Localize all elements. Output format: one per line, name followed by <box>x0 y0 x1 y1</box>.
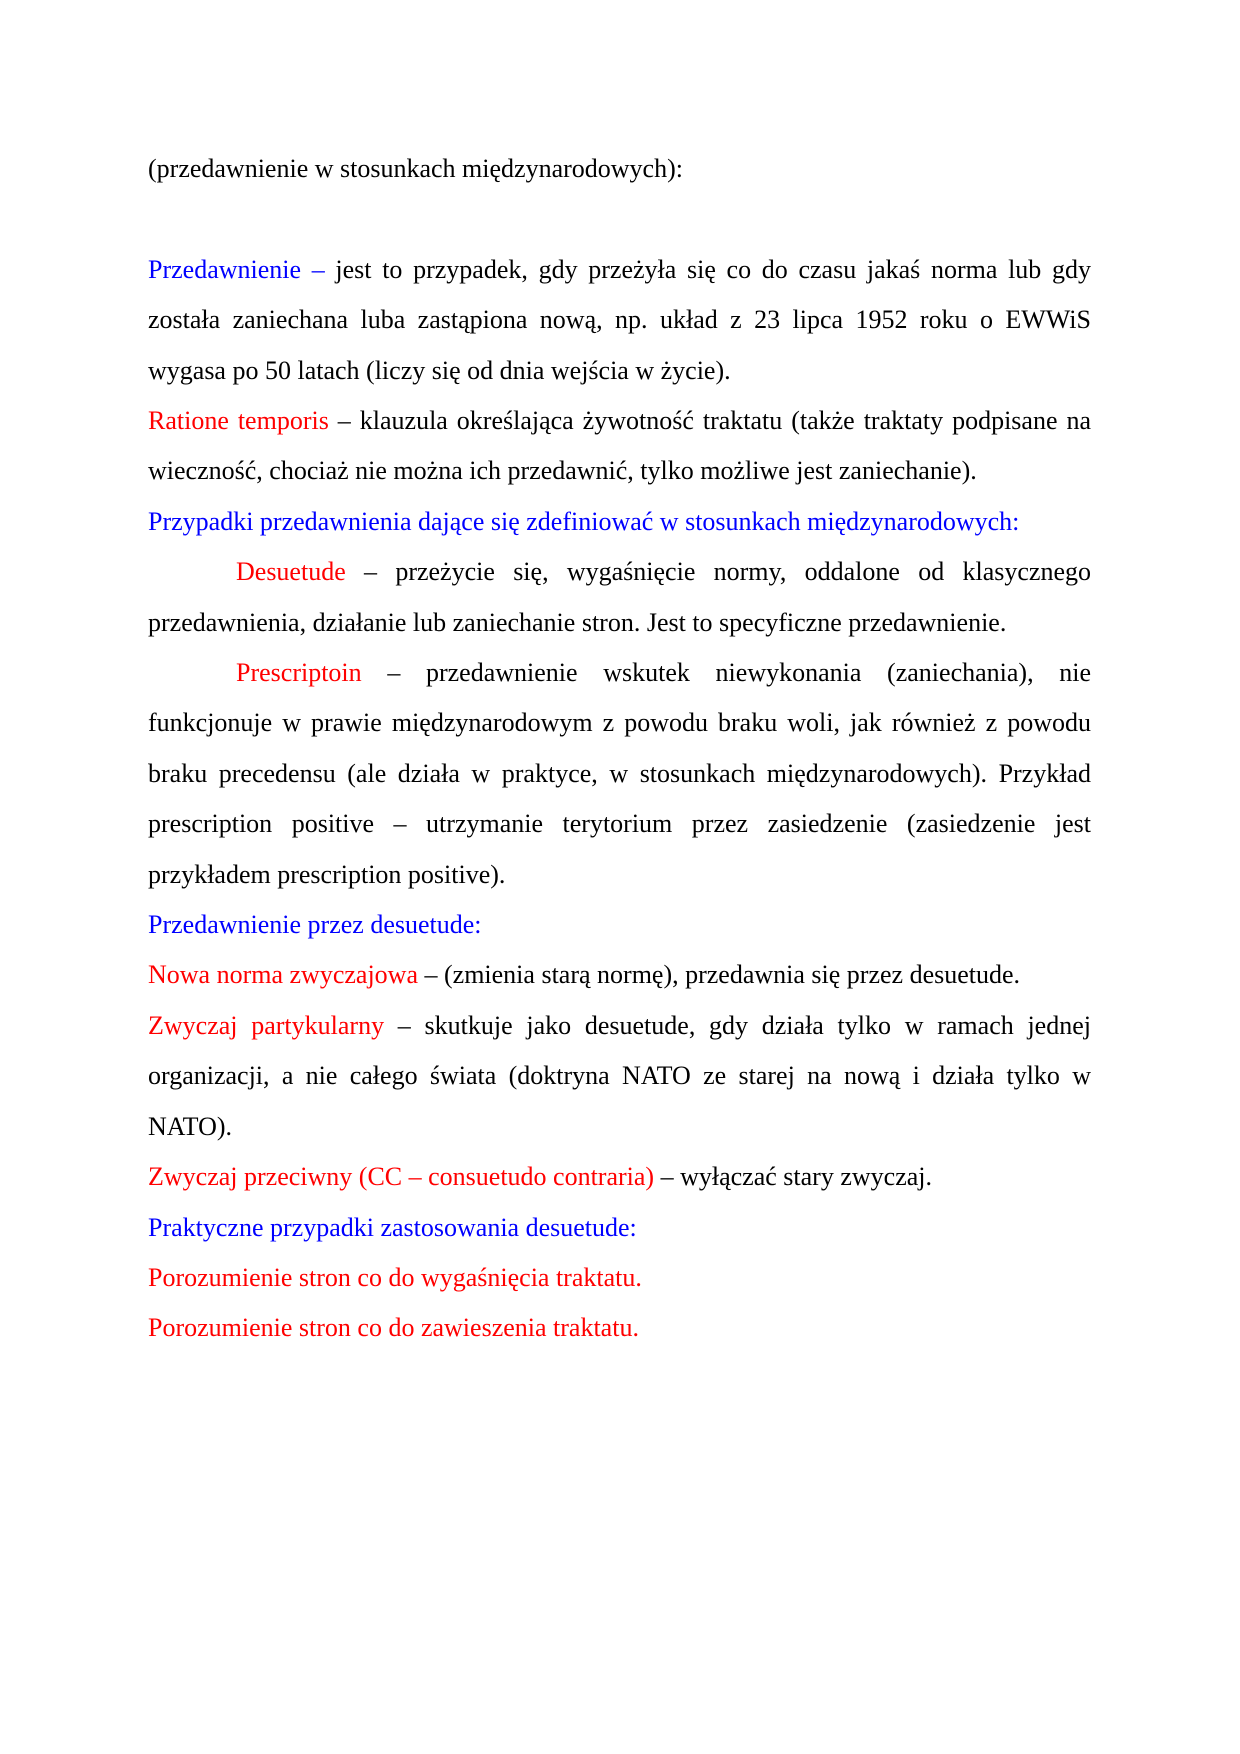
paragraph-zwyczaj-partykularny <box>148 1001 1091 1152</box>
definition-zwyczaj-przeciwny: – wyłączać stary zwyczaj. <box>654 1162 932 1192</box>
paragraph-zawieszenie <box>148 1303 1091 1353</box>
definition-przedawnienie: jest to przypadek, gdy przeżyła się co do czasu jakaś norma lub gdy została zaniechana luba zastąpiona nową, np. układ z 23 lipca 1952 roku o EWWiS wygasa po 50 latach (liczy się od dnia wejścia w życie). <box>148 254 1091 385</box>
term-ratione-temporis: Ratione temporis <box>148 406 329 436</box>
intro-paragraph <box>148 144 1091 194</box>
item-zawieszenie-traktatu: Porozumienie stron co do zawieszenia traktatu. <box>148 1313 639 1343</box>
paragraph-praktyczne-heading <box>148 1203 1091 1253</box>
term-zwyczaj-partykularny: Zwyczaj partykularny <box>148 1010 385 1040</box>
item-wygasniecie-traktatu: Porozumienie stron co do wygaśnięcia traktatu. <box>148 1262 642 1292</box>
document-page <box>148 144 1091 1354</box>
definition-zwyczaj-partykularny: – skutkuje jako desuetude, gdy działa tylko w ramach jednej organizacji, a nie całego świata (doktryna NATO ze starej na nową i działa tylko w NATO). <box>148 1010 1091 1141</box>
paragraph-wygasniecie <box>148 1253 1091 1303</box>
definition-desuetude: – przeżycie się, wygaśnięcie normy, oddalone od klasycznego przedawnienia, działanie lub zaniechanie stron. Jest to specyficzne przedawnienie. <box>148 557 1091 637</box>
term-desuetude: Desuetude <box>236 557 346 587</box>
paragraph-nowa-norma <box>148 950 1091 1000</box>
heading-przedawnienie-przez-desuetude: Przedawnienie przez desuetude: <box>148 910 482 940</box>
blank-line <box>148 194 1091 244</box>
heading-przypadki-przedawnienia: Przypadki przedawnienia dające się zdefiniować w stosunkach międzynarodowych: <box>148 506 1020 536</box>
term-przedawnienie: Przedawnienie – <box>148 254 325 284</box>
term-zwyczaj-przeciwny: Zwyczaj przeciwny (CC – consuetudo contraria) <box>148 1162 655 1192</box>
term-nowa-norma-zwyczajowa: Nowa norma zwyczajowa <box>148 960 418 990</box>
paragraph-desuetude <box>148 547 1091 648</box>
paragraph-desuetude-heading <box>148 900 1091 950</box>
paragraph-zwyczaj-przeciwny <box>148 1152 1091 1202</box>
paragraph-ratione-temporis <box>148 396 1091 497</box>
intro-text: (przedawnienie w stosunkach międzynarodowych): <box>148 154 683 183</box>
definition-prescriptoin: – przedawnienie wskutek niewykonania (zaniechania), nie funkcjonuje w prawie międzynarodowym z powodu braku woli, jak również z powodu braku precedensu (ale działa w praktyce, w stosunkach międzynarodowych). Przykład prescription positive – utrzymanie terytorium przez zasiedzenie (zasiedzenie jest przykładem prescription positive). <box>148 658 1091 889</box>
heading-praktyczne-przypadki: Praktyczne przypadki zastosowania desuetude: <box>148 1212 637 1242</box>
paragraph-przedawnienie <box>148 245 1091 396</box>
definition-ratione-temporis: – klauzula określająca żywotność traktatu (także traktaty podpisane na wieczność, chociaż nie można ich przedawnić, tylko możliwe jest zaniechanie). <box>148 406 1091 486</box>
paragraph-prescriptoin <box>148 648 1091 900</box>
paragraph-przypadki-heading <box>148 497 1091 547</box>
term-prescriptoin: Prescriptoin <box>236 658 362 688</box>
definition-nowa-norma-zwyczajowa: – (zmienia starą normę), przedawnia się przez desuetude. <box>418 960 1021 990</box>
